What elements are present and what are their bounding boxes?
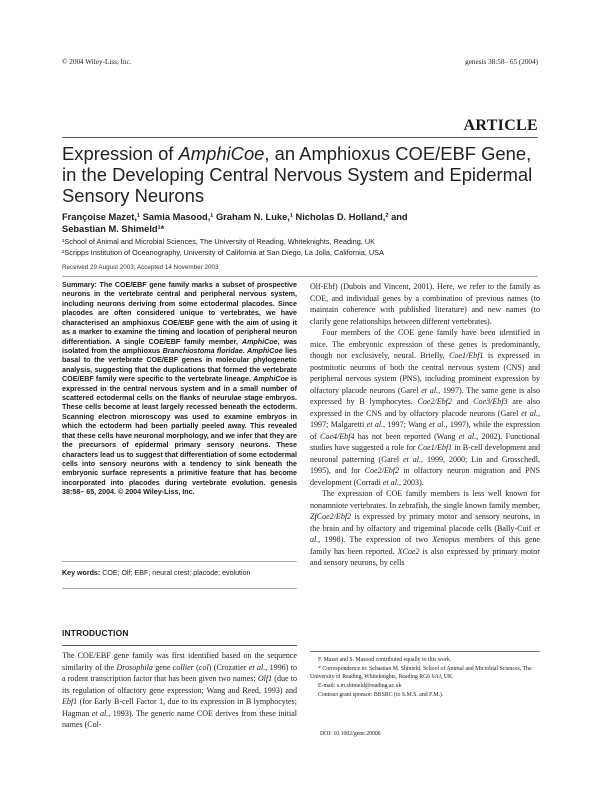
gene-name-italic: AmphiCoe [178, 143, 265, 164]
authors-line-2: Sebastian M. Shimeld¹* [62, 224, 165, 234]
paragraph: Four members of the COE gene family have been identified in mice. The embryonic expression of these genes is predominantly, though not exclusively, neural. Briefly, Coe1/Ebf1 is expressed in postmitotic neurons of both the central nervous system (CNS) and peripheral nervous system (PNS), including prominent expression by olfactory placode neurons (Garel et al., 1997). The same gene is also expressed by B lymphocytes. Coe2/Ebf2 and Coe3/Ebf3 are also expressed in the CNS and by olfactory placode neurons (Garel et al., 1997; Malgaretti et al., 1997; Wang et al., 1997), while the expression of Coe4/Ebf4 has not been reported (Wang et al., 2002). Functional studies have suggested a role for Coe1/Ebf1 in B-cell development and neuronal patterning (Garel et al., 1999, 2000; Lin and Grosschedl, 1995), and for Coe2/Ebf2 in olfactory neuron migration and PNS development (Corradi et al., 2003). [310, 328, 541, 487]
doi: DOI: 10.1002/gene.20006 [320, 731, 381, 737]
footnotes [310, 656, 540, 700]
right-column-text [310, 281, 540, 569]
footnote-correspondence: * Correspondence to: Sebastian M. Shimeld, School of Animal and Microbial Sciences, The University of Reading, Whiteknights, Reading RG6 6AJ, UK. [310, 666, 532, 681]
footnote-grant: Contract grant sponsor: BBSRC (to S.M.S. and F.M.). [318, 692, 444, 699]
introduction-heading: INTRODUCTION [62, 628, 129, 638]
title-divider [62, 137, 538, 138]
authors-line-1: Françoise Mazet,¹ Samia Masood,¹ Graham N. Luke,¹ Nicholas D. Holland,² and [62, 212, 408, 222]
article-title [62, 143, 542, 206]
title-line-3: Sensory Neurons [62, 185, 205, 206]
title-line-2: in the Developing Central Nervous System and Epidermal [62, 164, 533, 185]
introduction-text: The COE/EBF gene family was first identified based on the sequence similarity of the Drosophila gene collier (col) (Crozatier et al., 1996) to a rodent transcription factor that has been given two names: Olf1 (due to its regulation of olfactory gene expression; Wang and Reed, 1993) and Ebf1 (for Early B-cell Factor 1, due to its expression in B lymphocytes; Hagman et al., 1993). The generic name COE derives from these initial names (Col- [62, 651, 297, 729]
footnote-divider [310, 651, 540, 652]
header-divider [62, 276, 538, 277]
footnote-equal-contribution: F. Mazet and S. Masood contributed equally to this work. [318, 657, 452, 663]
abstract-copyright: © 2004 Wiley-Liss, Inc. [116, 488, 195, 497]
received-dates: Received 29 August 2003; Accepted 14 November 2003 [62, 264, 219, 271]
affiliation-1: ¹School of Animal and Microbial Sciences, The University of Reading, Whiteknights, Reading, UK [62, 237, 375, 246]
keywords-divider-top [62, 561, 297, 562]
keywords-divider-bottom [62, 588, 297, 589]
abstract-label: Summary: [62, 281, 97, 289]
paragraph: Olf-Ebf) (Dubois and Vincent, 2001). Here, we refer to the family as COE, and individual genes by a combination of previous names (to maintain coherence with published literature) and new names (to clarify gene relationships between different vertebrates). [310, 282, 540, 326]
author-list [62, 211, 542, 235]
journal-reference: genesis 38:58– 65 (2004) [465, 58, 538, 66]
introduction-divider [62, 645, 297, 646]
title-line-1: Expression of AmphiCoe, an Amphioxus COE/EBF Gene, [62, 143, 532, 164]
section-label: ARTICLE [463, 117, 538, 134]
paragraph: The expression of COE family members is less well known for nonamniote vertebrates. In zebrafish, the single known family member, ZfCoe2/Ebf2 is expressed by primary motor and sensory neurons, in the brain and by olfactory and trigeminal placode cells (Bally-Cuif et al., 1998). The expression of two Xenopus members of this gene family has been reported. XCoe2 is also expressed by primary motor and sensory neurons, by cells [310, 489, 541, 567]
abstract: Summary: The COE/EBF gene family marks a subset of prospective neurons in the vertebrate central and peripheral nervous system, including neurons deriving from some ectodermal placodes. Since placodes are often considered unique to vertebrates, we have characterised an amphioxus COE/EBF gene with the aim of using it as a marker to examine the timing and location of peripheral neuron differentiation. A single COE/EBF family member, AmphiCoe, was isolated from the amphioxus Branchiostoma floridae. AmphiCoe lies basal to the vertebrate COE/EBF genes in molecular phylogenetic analysis, suggesting that the duplications that formed the vertebrate COE/EBF family were specific to the vertebrate lineage. AmphiCoe is expressed in the central nervous system and in a small number of scattered ectodermal cells on the flanks of neurulae stage embryos. These cells become at least largely recessed beneath the ectoderm. Scanning electron microscopy was used to examine embryos in which the ectoderm had been partially peeled away. This revealed that these cells have neuronal morphology, and we infer that they are the precursors of epidermal primary sensory neurons. These characters lead us to suggest that differentiation of some ectodermal cells into sensory neurons with a tendency to sink beneath the embryonic surface represents a primitive feature that has become incorporated into placodes during vertebrate evolution. genesis 38:58– 65, 2004. © 2004 Wiley-Liss, Inc. [62, 281, 298, 497]
copyright-header: © 2004 Wiley-Liss, Inc. [62, 58, 132, 66]
affiliation-2: ²Scripps Institution of Oceanography, University of California at San Diego, La Jolla, California, USA [62, 248, 384, 257]
affiliations [62, 236, 542, 258]
keywords-label: Key words: [62, 569, 101, 577]
keywords [62, 569, 302, 577]
keywords-text: COE; Olf; EBF; neural crest; placode; evolution [100, 569, 251, 577]
footnote-email: E-mail: s.m.shimeld@reading.ac.uk [318, 683, 402, 690]
